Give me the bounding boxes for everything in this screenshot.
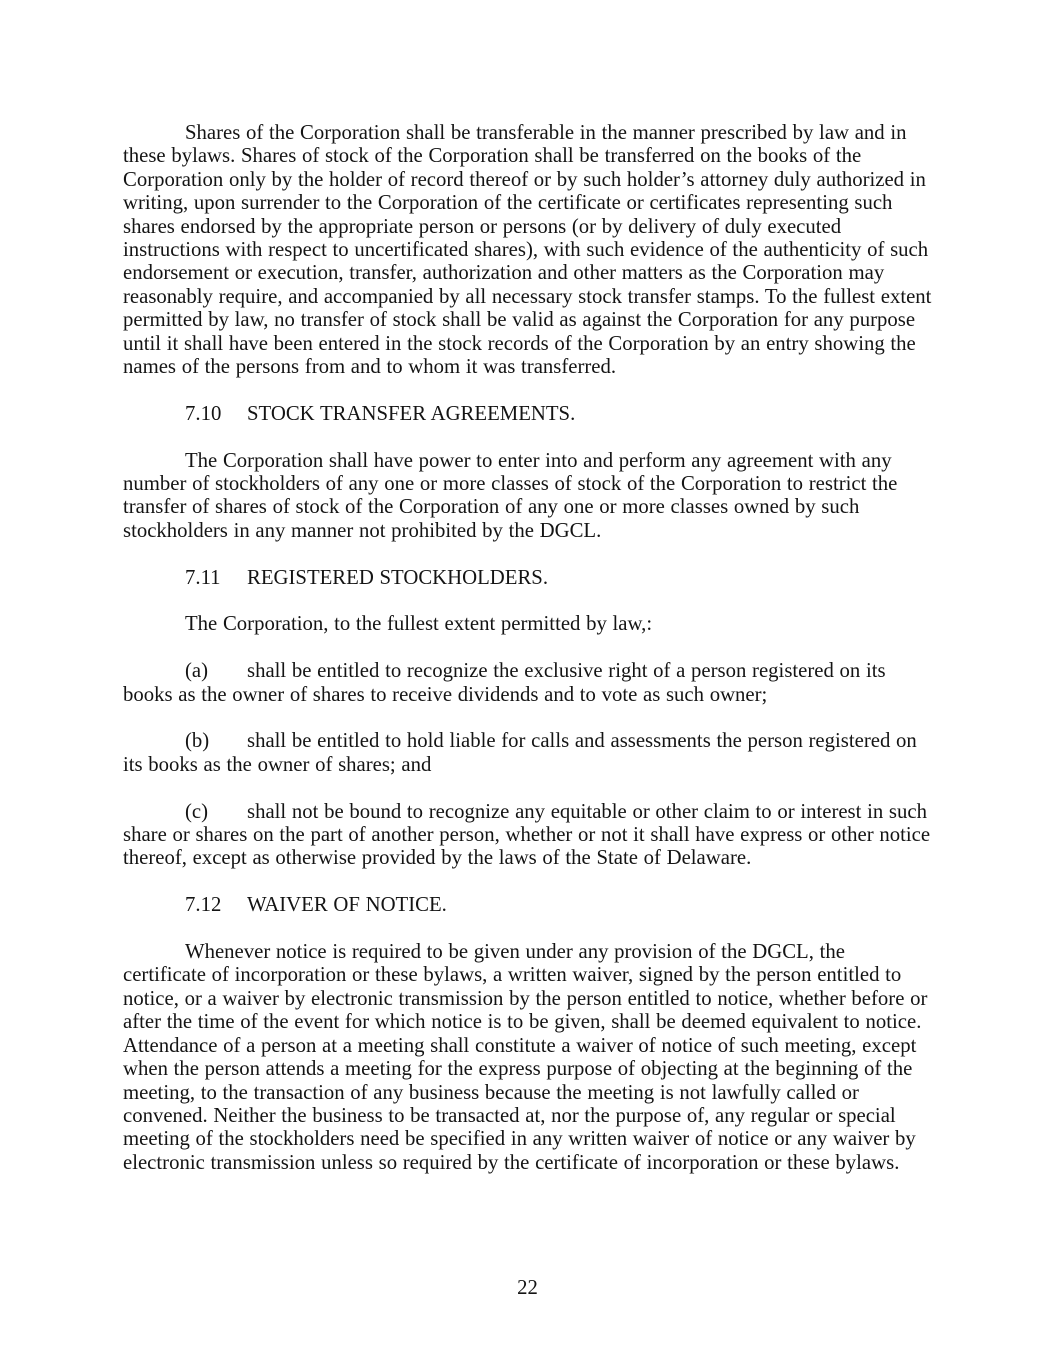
section-number: 7.11: [185, 566, 221, 589]
page-number: 22: [517, 1277, 538, 1299]
section-heading-7-11: [123, 567, 932, 590]
clause-label: (b): [185, 730, 210, 753]
document-body: [123, 122, 932, 1199]
section-number: 7.10: [185, 402, 222, 425]
paragraph-stock-transfer: Shares of the Corporation shall be transferable in the manner prescribed by law and in these bylaws. Shares of stock of the Corporation shall be transferred on the books of the Corporation only by the holder of record thereof or by such holder’s attorney duly authorized in writing, upon surrender to the Corporation of the certificate or certificates representing such shares endorsed by the appropriate person or persons (or by delivery of duly executed instructions with respect to uncertificated shares), with such evidence of the authenticity of such endorsement or execution, transfer, authorization and other matters as the Corporation may reasonably require, and accompanied by all necessary stock transfer stamps. To the fullest extent permitted by law, no transfer of stock shall be valid as against the Corporation for any purpose until it shall have been entered in the stock records of the Corporation by an entry showing the names of the persons from and to whom it was transferred.: [123, 122, 932, 379]
section-heading-7-10: [123, 403, 932, 426]
section-title: REGISTERED STOCKHOLDERS.: [247, 566, 549, 589]
section-heading-7-12: [123, 894, 932, 917]
clause-c: [123, 801, 932, 871]
clause-text: shall be entitled to recognize the exclusive right of a person registered on its books as the owner of shares to receive dividends and to vote as such owner;: [123, 660, 886, 706]
paragraph-waiver-of-notice: Whenever notice is required to be given under any provision of the DGCL, the certificate of incorporation or these bylaws, a written waiver, signed by the person entitled to notice, or a waiver by electronic transmission by the person entitled to notice, whether before or after the time of the event for which notice is to be given, shall be deemed equivalent to notice. Attendance of a person at a meeting shall constitute a waiver of notice of such meeting, except when the person attends a meeting for the express purpose of objecting at the beginning of the meeting, to the transaction of any business because the meeting is not lawfully called or convened. Neither the business to be transacted at, nor the purpose of, any regular or special meeting of the stockholders need be specified in any written waiver of notice or any waiver by electronic transmission unless so required by the certificate of incorporation or these bylaws.: [123, 941, 928, 1174]
section-title: STOCK TRANSFER AGREEMENTS.: [247, 402, 576, 425]
clause-label: (c): [185, 800, 209, 823]
clause-label: (a): [185, 660, 209, 683]
section-number: 7.12: [185, 894, 222, 917]
clause-a: [123, 660, 932, 707]
clause-text: shall not be bound to recognize any equitable or other claim to or interest in such share or shares on the part of another person, whether or not it shall have express or other notice thereof, except as otherwise provided by the laws of the State of Delaware.: [123, 800, 931, 870]
section-title: WAIVER OF NOTICE.: [247, 894, 447, 917]
paragraph-registered-stockholders-intro: The Corporation, to the fullest extent permitted by law,:: [185, 613, 653, 636]
clause-text: shall be entitled to hold liable for calls and assessments the person registered on its books as the owner of shares; and: [123, 730, 917, 776]
paragraph-stock-transfer-agreements: The Corporation shall have power to enter into and perform any agreement with any number of stockholders of any one or more classes of stock of the Corporation to restrict the transfer of shares of stock of the Corporation of any one or more classes owned by such stockholders in any manner not prohibited by the DGCL.: [123, 449, 898, 542]
clause-b: [123, 730, 932, 777]
